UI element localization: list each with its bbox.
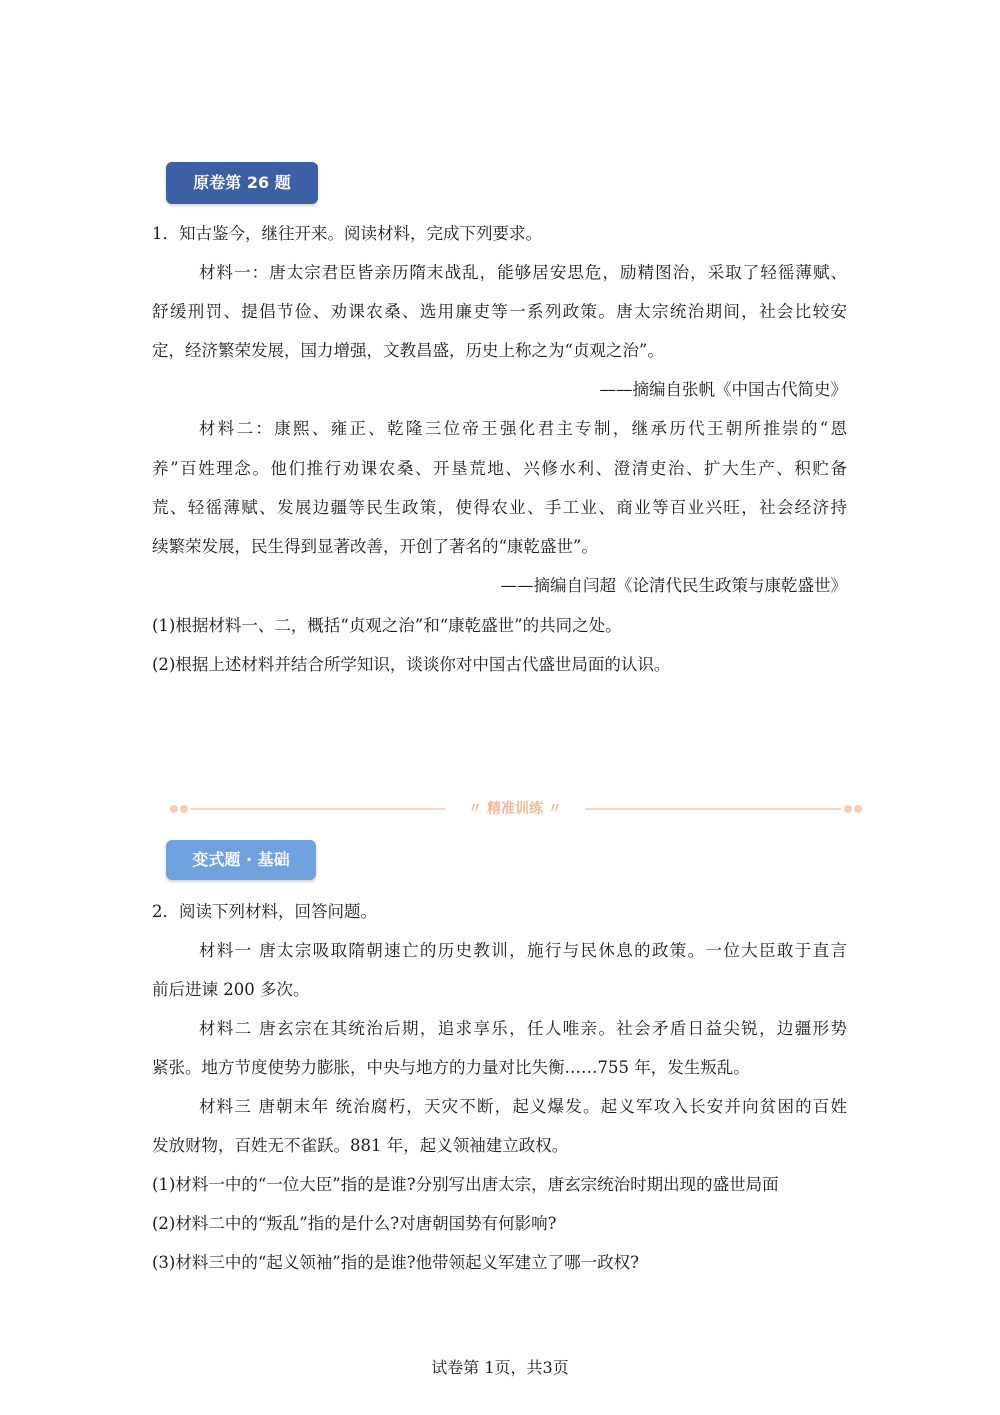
section-badge-original: 原卷第 26 题 <box>166 162 318 204</box>
q1-material2-line-2: 养”百姓理念。他们推行劝课农桑、开垦荒地、兴修水利、澄清吏治、扩大生产、积贮备 <box>152 459 847 478</box>
divider-title-text: 精准训练 <box>487 801 543 817</box>
divider-dot-icon <box>854 805 862 813</box>
q1-material1-source: ——摘编自张帆《中国古代简史》 <box>599 380 847 399</box>
question-2-part-2: (2)材料二中的“叛乱”指的是什么?对唐朝国势有何影响? <box>152 1214 557 1233</box>
divider-line <box>190 808 445 810</box>
page-footer: 试卷第 1页，共3页 <box>431 1358 569 1377</box>
q1-material1-line-2: 舒缓刑罚、提倡节俭、劝课农桑、选用廉吏等一系列政策。唐太宗统治期间，社会比较安 <box>152 302 847 321</box>
q1-material2-line-1: 材料二：康熙、雍正、乾隆三位帝王强化君主专制，继承历代王朝所推崇的“恩 <box>199 419 847 438</box>
divider-line <box>585 808 841 810</box>
question-1-part-2: (2)根据上述材料并结合所学知识，谈谈你对中国古代盛世局面的认识。 <box>152 655 671 674</box>
question-1-part-1: (1)根据材料一、二，概括“贞观之治”和“康乾盛世”的共同之处。 <box>152 616 622 635</box>
slash-decoration-icon: 〃 <box>468 801 487 817</box>
q1-material2-line-4: 续繁荣发展，民生得到显著改善，开创了著名的“康乾盛世”。 <box>152 537 598 556</box>
q2-material1-line-2: 前后进谏 200 多次。 <box>152 980 310 999</box>
section-divider <box>170 798 862 820</box>
question-1-stem: 1．知古鉴今，继往开来。阅读材料，完成下列要求。 <box>152 224 542 243</box>
divider-dot-icon <box>844 805 852 813</box>
section-badge-variant: 变式题 · 基础 <box>166 840 316 880</box>
question-2-part-3: (3)材料三中的“起义领袖”指的是谁?他带领起义军建立了哪一政权? <box>152 1253 639 1272</box>
divider-title <box>450 798 580 820</box>
divider-dot-icon <box>180 805 188 813</box>
question-2-part-1: (1)材料一中的“一位大臣”指的是谁?分别写出唐太宗，唐玄宗统治时期出现的盛世局面 <box>152 1175 779 1194</box>
q1-material1-line-3: 定，经济繁荣发展，国力增强，文教昌盛，历史上称之为“贞观之治”。 <box>152 341 664 360</box>
divider-dot-icon <box>170 805 178 813</box>
question-2-stem: 2．阅读下列材料，回答问题。 <box>152 902 377 921</box>
q1-material2-source: ——摘编自闫超《论清代民生政策与康乾盛世》 <box>500 576 847 595</box>
q2-material2-line-2: 紧张。地方节度使势力膨胀，中央与地方的力量对比失衡……755 年，发生叛乱。 <box>152 1058 750 1077</box>
slash-decoration-icon: 〃 <box>543 801 562 817</box>
q2-material2-line-1: 材料二 唐玄宗在其统治后期，追求享乐，任人唯亲。社会矛盾日益尖锐，边疆形势 <box>199 1019 847 1038</box>
q1-material1-line-1: 材料一：唐太宗君臣皆亲历隋末战乱，能够居安思危，励精图治，采取了轻徭薄赋、 <box>199 263 847 282</box>
q2-material1-line-1: 材料一 唐太宗吸取隋朝速亡的历史教训，施行与民休息的政策。一位大臣敢于直言 <box>199 941 847 960</box>
q2-material3-line-1: 材料三 唐朝末年 统治腐朽，天灾不断，起义爆发。起义军攻入长安并向贫困的百姓 <box>199 1097 847 1116</box>
q1-material2-line-3: 荒、轻徭薄赋、发展边疆等民生政策，使得农业、手工业、商业等百业兴旺，社会经济持 <box>152 498 847 517</box>
q2-material3-line-2: 发放财物，百姓无不雀跃。881 年，起义领袖建立政权。 <box>152 1136 569 1155</box>
